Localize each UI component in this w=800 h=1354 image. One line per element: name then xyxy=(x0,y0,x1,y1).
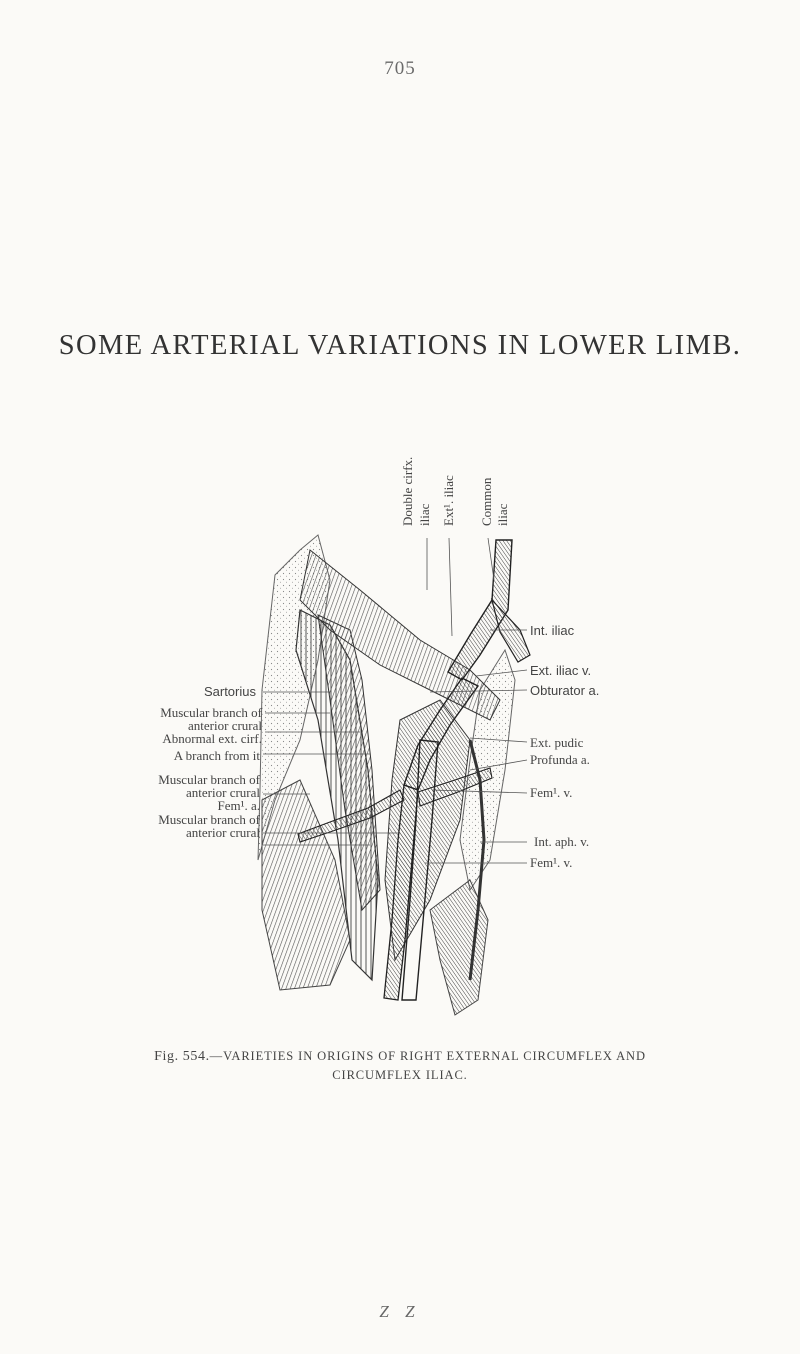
label-profunda: Profunda a. xyxy=(530,752,590,767)
caption-fig-label: Fig. 554. xyxy=(154,1049,210,1064)
internal-iliac-artery xyxy=(492,600,530,662)
label-femoral-vein-1: Fem¹. v. xyxy=(530,785,573,800)
label-femoral-artery: Fem¹. a. xyxy=(217,798,260,813)
label-branch-from-it: A branch from it xyxy=(173,748,260,763)
signature-mark: Z Z xyxy=(379,1302,421,1321)
label-common-iliac: Common xyxy=(479,477,494,526)
label-abnormal-ext-circ: Abnormal ext. cirf. xyxy=(162,731,262,746)
page-number: 705 xyxy=(384,58,416,79)
label-muscular-branch-1: Muscular branch of xyxy=(160,705,262,720)
label-int-saph-vein: Int. aph. v. xyxy=(534,834,590,849)
label-double-circumflex-iliac-2: iliac xyxy=(417,503,432,526)
label-femoral-vein-2: Fem¹. v. xyxy=(530,855,573,870)
caption-line-1 xyxy=(0,1047,800,1066)
label-muscular-branch-1b: anterior crural xyxy=(188,718,262,733)
dissection-drawing xyxy=(0,440,800,1020)
label-muscular-branch-3b: anterior crural xyxy=(186,825,260,840)
label-ext-pudic: Ext. pudic xyxy=(530,735,584,750)
plate-title: SOME ARTERIAL VARIATIONS IN LOWER LIMB. xyxy=(58,330,742,361)
label-muscular-branch-2: Muscular branch of xyxy=(158,772,260,787)
label-common-iliac-2: iliac xyxy=(495,503,510,526)
label-int-iliac: Int. iliac xyxy=(530,623,575,638)
caption-line-2: CIRCUMFLEX ILIAC. xyxy=(332,1068,468,1082)
anatomical-figure xyxy=(0,440,800,1020)
label-obturator: Obturator a. xyxy=(530,683,600,698)
label-external-iliac: Ext¹. iliac xyxy=(441,475,456,526)
label-muscular-branch-3: Muscular branch of xyxy=(158,812,260,827)
caption-text-1: —VARIETIES IN ORIGINS OF RIGHT EXTERNAL CIRCUMFLEX AND xyxy=(209,1049,646,1063)
label-double-circumflex-iliac: Double cirfx. xyxy=(400,456,415,526)
label-sartorius: Sartorius xyxy=(203,684,256,699)
figure-caption xyxy=(0,1047,800,1085)
label-muscular-branch-2b: anterior crural xyxy=(186,785,260,800)
label-ext-iliac-vein: Ext. iliac v. xyxy=(530,663,592,678)
